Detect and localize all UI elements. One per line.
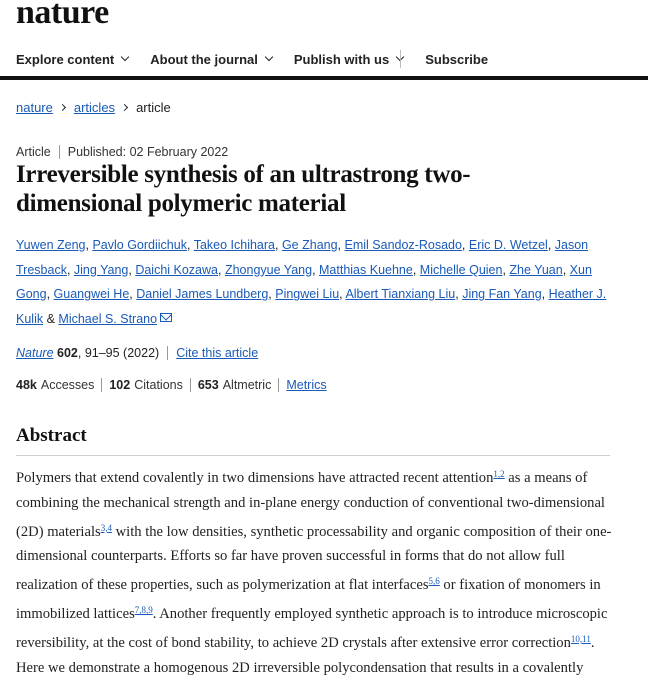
nav-subscribe[interactable] — [425, 52, 488, 67]
reference-link[interactable]: 5,6 — [428, 576, 440, 587]
author-link[interactable]: Eric D. Wetzel — [468, 238, 548, 252]
author-link[interactable]: Ge Zhang — [281, 238, 338, 252]
citation-divider — [167, 346, 168, 360]
nav-explore-content[interactable] — [16, 52, 128, 67]
email-icon[interactable] — [160, 313, 172, 322]
altmetric-label: Altmetric — [222, 378, 272, 392]
author-link[interactable]: Daniel James Lundberg — [136, 287, 269, 302]
article-title: Irreversible synthesis of an ultrastrong two-dimensional polymeric material — [16, 161, 471, 217]
volume: 602 — [57, 346, 78, 360]
reference-link[interactable]: 3,4 — [100, 522, 112, 533]
nav-about-label: About the journal — [150, 51, 258, 67]
abstract-text — [16, 462, 616, 680]
nav-publish-with-us[interactable] — [294, 52, 403, 67]
author-link[interactable]: Pingwei Liu — [275, 287, 340, 302]
chevron-down-icon — [121, 53, 129, 61]
abstract-divider — [16, 455, 610, 456]
pages-year: , 91–95 (2022) — [77, 346, 160, 360]
abstract-text-part: . Another frequently employed synthetic approach is to introduce microscopic reversibility, at the cost of bond stability, to achieve 2D crystals after extensive error correction — [16, 605, 608, 651]
journal-link[interactable]: Nature — [16, 346, 54, 360]
abstract-text-part: as a means of combining the mechanical strength and in-plane energy conduction of conventional two-dimensional (2D) materials — [16, 470, 605, 540]
cite-this-article-link[interactable]: Cite this article — [176, 346, 259, 360]
metrics-divider — [190, 378, 191, 392]
author-link[interactable]: Jason Tresback — [16, 238, 589, 277]
author-link[interactable]: Guangwei He — [53, 287, 130, 302]
reference-link[interactable]: 10,11 — [570, 633, 591, 644]
author-link[interactable]: Michelle Quien — [419, 262, 503, 277]
article-type: Article — [16, 145, 51, 159]
nav-publish-label: Publish with us — [293, 51, 390, 67]
meta-divider — [59, 145, 60, 159]
breadcrumb-current: article — [136, 100, 171, 115]
author-link[interactable]: Heather J. Kulik — [16, 287, 607, 327]
published-date: Published: 02 February 2022 — [67, 145, 229, 159]
metrics-link[interactable]: Metrics — [286, 378, 327, 392]
author-link[interactable]: Takeo Ichihara — [193, 238, 275, 252]
metrics-divider — [101, 378, 102, 392]
breadcrumb — [16, 100, 171, 115]
abstract-text-part: Polymers that extend covalently in two dimensions have attracted recent attention — [16, 470, 494, 486]
reference-link[interactable]: 1,2 — [493, 469, 505, 479]
author-link[interactable]: Zhe Yuan — [509, 262, 563, 277]
article-meta — [16, 145, 228, 159]
chevron-down-icon — [265, 53, 273, 61]
nav-explore-label: Explore content — [16, 51, 115, 67]
author-list: Yuwen Zeng, Pavlo Gordiichuk, Takeo Ichihara, Ge Zhang, Emil Sandoz-Rosado, Eric D. Wetzel, Jason Tresback, Jing Yang, Daichi Kozawa, Zhongyue Yang, Matthias Kuehne, Michelle Quien, Zhe Yuan, Xun Gong, Guangwei He, Daniel James Lundberg, Pingwei Liu, Albert Tianxiang Liu, Jing Fan Yang, Heather J. Kulik & Michael S. Strano — [16, 238, 607, 327]
author-link[interactable]: Daichi Kozawa — [135, 262, 218, 277]
abstract-heading: Abstract — [16, 425, 87, 446]
chevron-right-icon — [59, 104, 66, 111]
nav-subscribe-label: Subscribe — [425, 51, 489, 67]
nav-divider — [400, 50, 401, 68]
abstract-text-part: with the low densities, synthetic processability and organic composition of their one-dimensional counterparts. Efforts so far have proven successful in forms that do not allow full realization of these properties, such as polymerization at flat interfaces — [16, 523, 612, 594]
metrics-divider — [278, 378, 279, 392]
chevron-right-icon — [121, 104, 128, 111]
abstract-text-part: . Here we demonstrate a homogenous 2D irreversible polycondensation that results in a covalently — [16, 634, 595, 676]
site-logo[interactable]: nature — [16, 0, 109, 31]
author-link[interactable]: Matthias Kuehne — [319, 262, 413, 277]
author-link[interactable]: Yuwen Zeng — [16, 238, 86, 252]
author-link[interactable]: Emil Sandoz-Rosado — [344, 238, 462, 252]
author-link[interactable]: Albert Tianxiang Liu — [345, 287, 456, 302]
article-metrics — [16, 378, 327, 392]
reference-link[interactable]: 7,8,9 — [134, 604, 153, 615]
author-link[interactable]: Michael S. Strano — [58, 312, 158, 327]
altmetric-value: 653 — [197, 378, 219, 392]
citations-label: Citations — [134, 378, 183, 392]
author-link[interactable]: Xun Gong — [16, 262, 592, 302]
author-link[interactable]: Pavlo Gordiichuk — [92, 238, 187, 252]
author-conjunction: & — [46, 312, 55, 327]
nav-about-journal[interactable] — [150, 52, 272, 67]
nav-underline — [0, 76, 660, 80]
abstract-text-part: or fixation of monomers in immobilized lattices — [16, 577, 601, 622]
nav-underline-gap — [648, 74, 660, 82]
accesses-label: Accesses — [40, 378, 95, 392]
breadcrumb-home-link[interactable]: nature — [16, 100, 53, 115]
accesses-value: 48k — [16, 378, 37, 392]
author-link[interactable]: Zhongyue Yang — [224, 262, 313, 277]
breadcrumb-articles-link[interactable]: articles — [73, 100, 116, 115]
author-link[interactable]: Jing Yang — [73, 262, 129, 277]
author-link[interactable]: Jing Fan Yang — [462, 287, 542, 302]
main-nav — [0, 40, 660, 78]
citations-value: 102 — [109, 378, 131, 392]
citation-line — [16, 346, 258, 360]
